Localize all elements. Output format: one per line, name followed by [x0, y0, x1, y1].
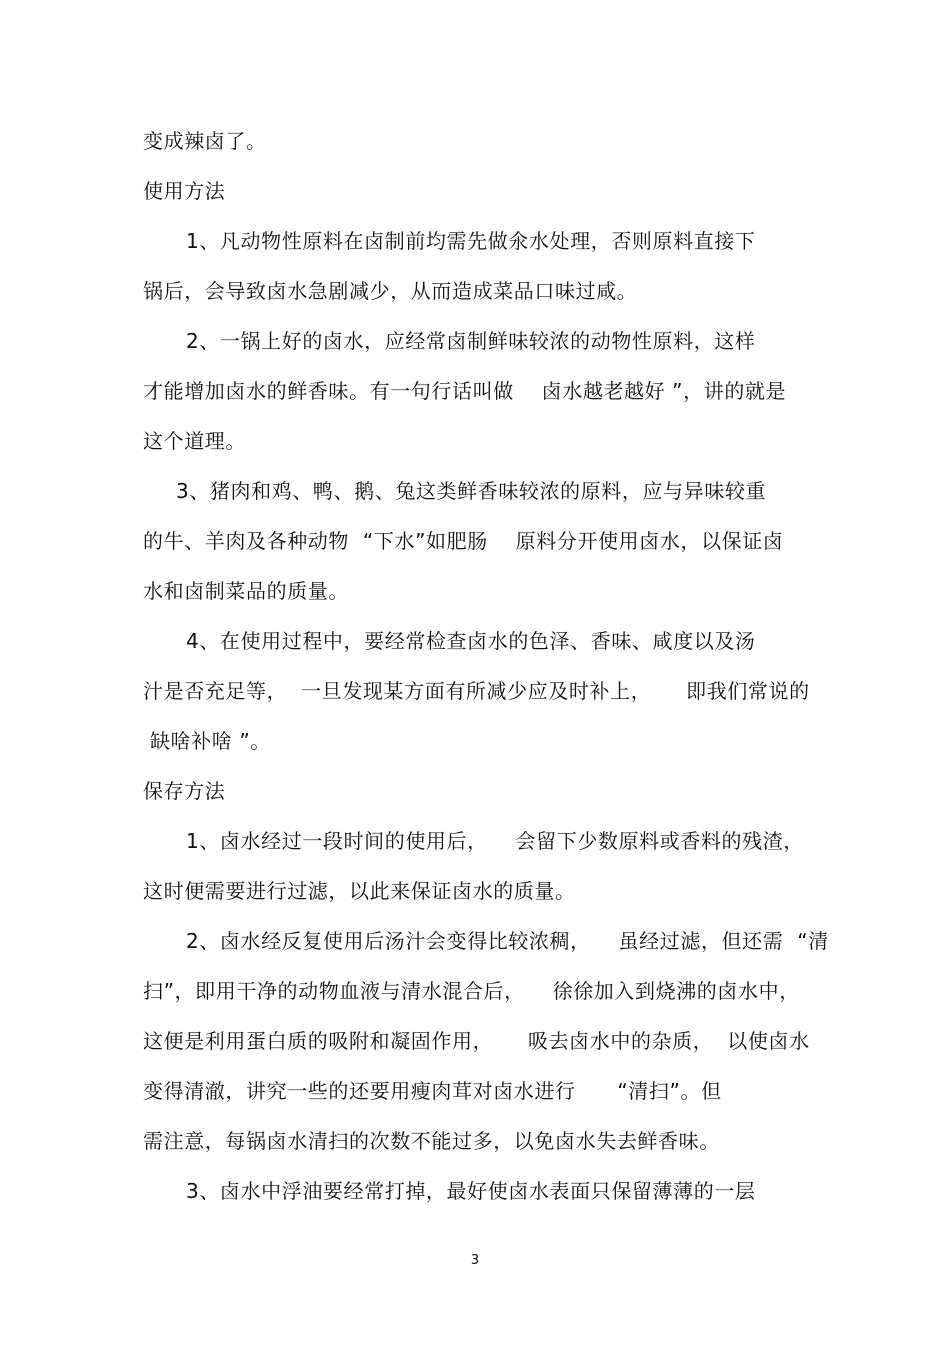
- paragraph-line: 变得清澈，讲究一些的还要用瘦肉茸对卤水进行 “清扫”。但: [143, 1079, 722, 1103]
- paragraph-line: 这个道理。: [143, 429, 246, 453]
- paragraph-line: 汁是否充足等， 一旦发现某方面有所减少应及时补上， 即我们常说的: [143, 679, 810, 703]
- paragraph-line: 才能增加卤水的鲜香味。有一句行话叫做 卤水越老越好 ”，讲的就是: [143, 379, 787, 403]
- paragraph-line: 水和卤制菜品的质量。: [143, 579, 349, 603]
- paragraph-line: 1、卤水经过一段时间的使用后， 会留下少数原料或香料的残渣，: [186, 829, 804, 853]
- paragraph-line: 2、一锅上好的卤水，应经常卤制鲜味较浓的动物性原料，这样: [186, 329, 756, 353]
- paragraph-line: 这时便需要进行过滤，以此来保证卤水的质量。: [143, 879, 576, 903]
- page-number: 3: [470, 1253, 480, 1268]
- paragraph-line: 变成辣卤了。: [143, 129, 267, 153]
- paragraph-line: 1、凡动物性原料在卤制前均需先做氽水处理，否则原料直接下: [186, 229, 756, 253]
- paragraph-line: 锅后，会导致卤水急剧减少，从而造成菜品口味过咸。: [143, 279, 638, 303]
- paragraph-line: 缺啥补啥 ”。: [143, 729, 271, 753]
- paragraph-line: 这便是利用蛋白质的吸附和凝固作用， 吸去卤水中的杂质， 以使卤水: [143, 1029, 810, 1053]
- section-heading-storage: 保存方法: [143, 779, 226, 803]
- paragraph-line: 扫”，即用干净的动物血液与清水混合后， 徐徐加入到烧沸的卤水中，: [143, 979, 800, 1003]
- paragraph-line: 的牛、羊肉及各种动物 “下水”如肥肠 原料分开使用卤水，以保证卤: [143, 529, 784, 553]
- paragraph-line: 4、在使用过程中，要经常检查卤水的色泽、香味、咸度以及汤: [186, 629, 756, 653]
- section-heading-usage: 使用方法: [143, 179, 226, 203]
- paragraph-line: 2、卤水经反复使用后汤汁会变得比较浓稠， 虽经过滤，但还需 “清: [186, 929, 829, 953]
- paragraph-line: 3、卤水中浮油要经常打掉，最好使卤水表面只保留薄薄的一层: [186, 1179, 756, 1203]
- paragraph-line: 3、猪肉和鸡、鸭、鹅、兔这类鲜香味较浓的原料，应与异味较重: [176, 479, 767, 503]
- paragraph-line: 需注意，每锅卤水清扫的次数不能过多，以免卤水失去鲜香味。: [143, 1129, 720, 1153]
